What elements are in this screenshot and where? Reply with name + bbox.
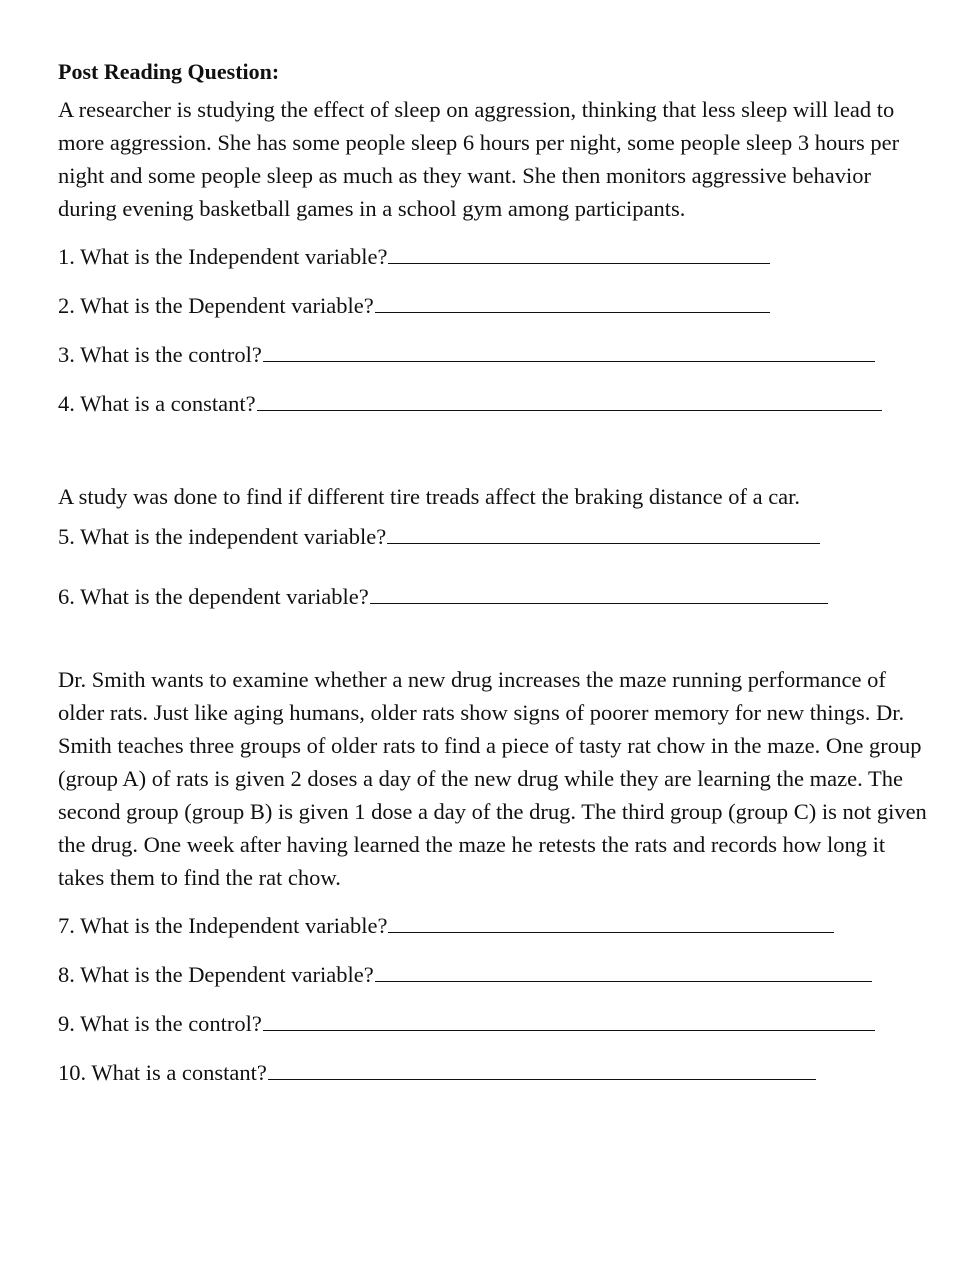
answer-9-blank[interactable] — [263, 1010, 875, 1031]
question-2-text: 2. What is the Dependent variable? — [58, 293, 374, 318]
scenario-sleep-aggression: A researcher is studying the effect of sleep on aggression, thinking that less sleep will lead to more aggression. She has some people sleep 6 hours per night, some people sleep 3 hours per night and some people sleep as much as they want. She then monitors aggressive behavior during evening basketball games in a school gym among participants. — [58, 97, 900, 221]
question-1-text: 1. What is the Independent variable? — [58, 244, 388, 269]
question-6-text: 6. What is the dependent variable? — [58, 584, 369, 609]
worksheet-title: Post Reading Question: — [58, 59, 280, 84]
scenario-tire-treads: A study was done to find if different tire treads affect the braking distance of a car. — [58, 484, 801, 509]
worksheet-page — [58, 55, 928, 1088]
question-9 — [58, 1009, 928, 1039]
question-7-text: 7. What is the Independent variable? — [58, 913, 388, 938]
question-7 — [58, 911, 928, 941]
answer-8-blank[interactable] — [375, 961, 872, 982]
question-4-text: 4. What is a constant? — [58, 391, 256, 416]
answer-7-blank[interactable] — [388, 912, 834, 933]
answer-1-blank[interactable] — [388, 243, 770, 264]
question-8-text: 8. What is the Dependent variable? — [58, 962, 374, 987]
answer-10-blank[interactable] — [268, 1059, 816, 1080]
question-5 — [58, 522, 928, 552]
question-9-text: 9. What is the control? — [58, 1011, 262, 1036]
scenario-maze-drug: Dr. Smith wants to examine whether a new drug increases the maze running performance of older rats. Just like aging humans, older rats show signs of poorer memory for new things. Dr. Smith teaches three groups of older rats to find a piece of tasty rat chow in the maze. One group (group A) of rats is given 2 doses a day of the new drug while they are learning the maze. The second group (group B) is given 1 dose a day of the drug. The third group (group C) is not given the drug. One week after having learned the maze he retests the rats and records how long it takes them to find the rat chow. — [58, 667, 927, 890]
answer-4-blank[interactable] — [257, 390, 882, 411]
answer-5-blank[interactable] — [387, 523, 820, 544]
question-3 — [58, 340, 928, 370]
answer-2-blank[interactable] — [375, 292, 770, 313]
question-3-text: 3. What is the control? — [58, 342, 262, 367]
question-8 — [58, 960, 928, 990]
answer-6-blank[interactable] — [370, 583, 828, 604]
question-2 — [58, 291, 928, 321]
question-10 — [58, 1058, 928, 1088]
question-1 — [58, 242, 928, 272]
question-10-text: 10. What is a constant? — [58, 1060, 267, 1085]
answer-3-blank[interactable] — [263, 341, 875, 362]
question-4 — [58, 389, 928, 419]
question-6 — [58, 582, 928, 612]
question-5-text: 5. What is the independent variable? — [58, 524, 387, 549]
